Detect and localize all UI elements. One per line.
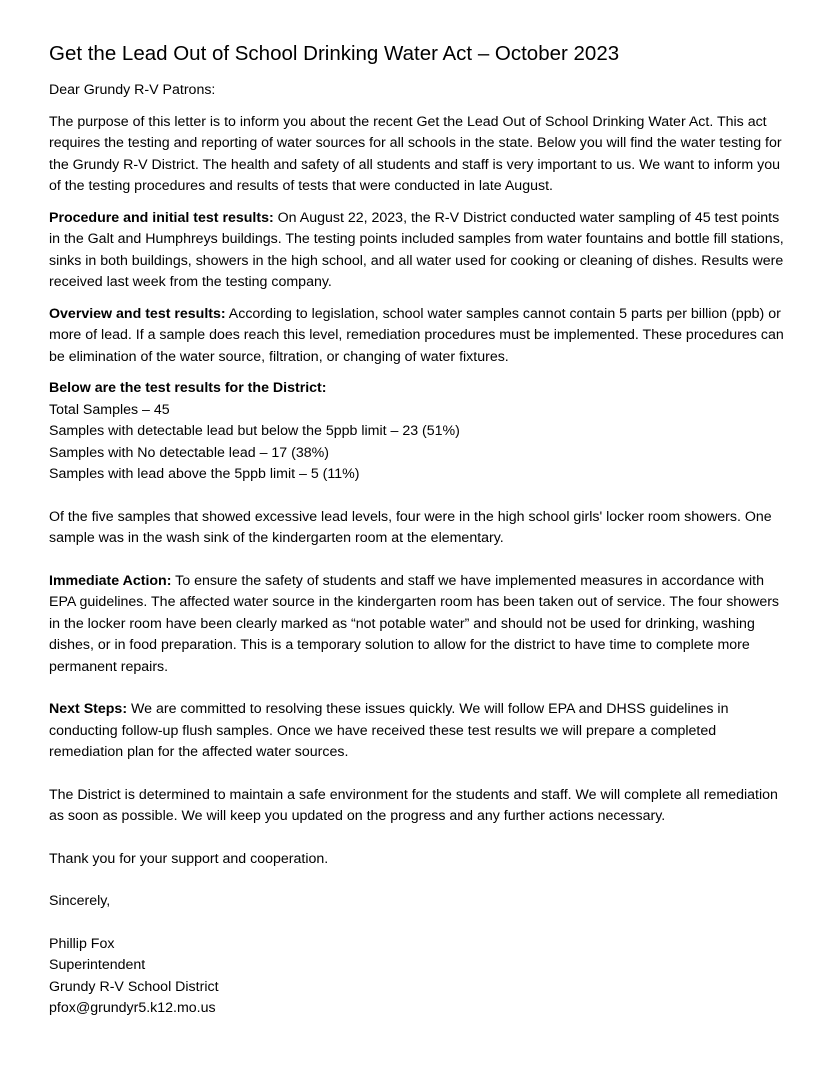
procedure-heading: Procedure and initial test results: xyxy=(49,209,274,226)
signature-email: pfox@grundyr5.k12.mo.us xyxy=(49,1000,216,1016)
overview-text: According to legislation, school water samples cannot contain 5 parts per billion (ppb) or more of lead. If a sample does reach this level, remediation procedures must be implemented. These procedures can be elimination of the water source, filtration, or changing of water fixtures. xyxy=(49,305,784,365)
signature-role: Superintendent xyxy=(49,957,146,973)
signature-name: Phillip Fox xyxy=(49,935,115,952)
salutation: Dear Grundy R-V Patrons: xyxy=(49,82,216,98)
procedure-paragraph xyxy=(49,208,789,294)
results-block xyxy=(49,378,789,486)
results-heading: Below are the test results for the District: xyxy=(49,380,327,396)
excessive-paragraph: Of the five samples that showed excessive lead levels, four were in the high school girls' locker room showers. One sample was in the wash sink of the kindergarten room at the elementary. xyxy=(49,508,772,546)
thanks-line: Thank you for your support and cooperation. xyxy=(49,850,329,867)
intro-paragraph: The purpose of this letter is to inform you about the recent Get the Lead Out of School Drinking Water Act. This act requires the testing and reporting of water sources for all schools in the state. Below you will find the water testing for the Grundy R-V District. The health and safety of all students and staff is very important to us. We want to inform you of the testing procedures and results of tests that were conducted in late August. xyxy=(49,113,782,194)
overview-heading: Overview and test results: xyxy=(49,305,226,322)
results-item-total: Total Samples – 45 xyxy=(49,401,170,418)
next-steps-heading: Next Steps: xyxy=(49,701,128,717)
letter-page xyxy=(49,40,789,1030)
next-steps-paragraph xyxy=(49,699,789,764)
district-paragraph: The District is determined to maintain a safe environment for the students and staff. We will complete all remediation as soon as possible. We will keep you updated on the progress and any further actions necessary. xyxy=(49,786,778,824)
next-steps-text: We are committed to resolving these issues quickly. We will follow EPA and DHSS guidelines in conducting follow-up flush samples. Once we have received these test results we will prepare a completed remediation plan for the affected water sources. xyxy=(49,701,729,760)
action-paragraph xyxy=(49,571,789,679)
letter-title: Get the Lead Out of School Drinking Water Act – October 2023 xyxy=(49,42,620,65)
results-item-below-limit: Samples with detectable lead but below the 5ppb limit – 23 (51%) xyxy=(49,423,460,439)
signature-block xyxy=(49,934,789,1020)
results-item-above-limit: Samples with lead above the 5ppb limit – 5 (11%) xyxy=(49,466,360,482)
action-text: To ensure the safety of students and staff we have implemented measures in accordance with EPA guidelines. The affected water source in the kindergarten room has been taken out of service. The four showers in the locker room have been clearly marked as “not potable water” and should not be used for drinking, washing dishes, or in food preparation. This is a temporary solution to allow for the district to have time to complete more permanent repairs. xyxy=(49,572,780,675)
signature-organization: Grundy R-V School District xyxy=(49,978,219,995)
results-item-no-lead: Samples with No detectable lead – 17 (38%) xyxy=(49,444,329,461)
overview-paragraph xyxy=(49,304,789,369)
action-heading: Immediate Action: xyxy=(49,572,172,589)
procedure-text: On August 22, 2023, the R-V District conducted water sampling of 45 test points in the Galt and Humphreys buildings. The testing points included samples from water fountains and bottle fill stations, sinks in both buildings, showers in the high school, and all water used for cooking or cleaning of dishes. Results were received last week from the testing company. xyxy=(49,209,784,290)
closing-line: Sincerely, xyxy=(49,893,111,909)
